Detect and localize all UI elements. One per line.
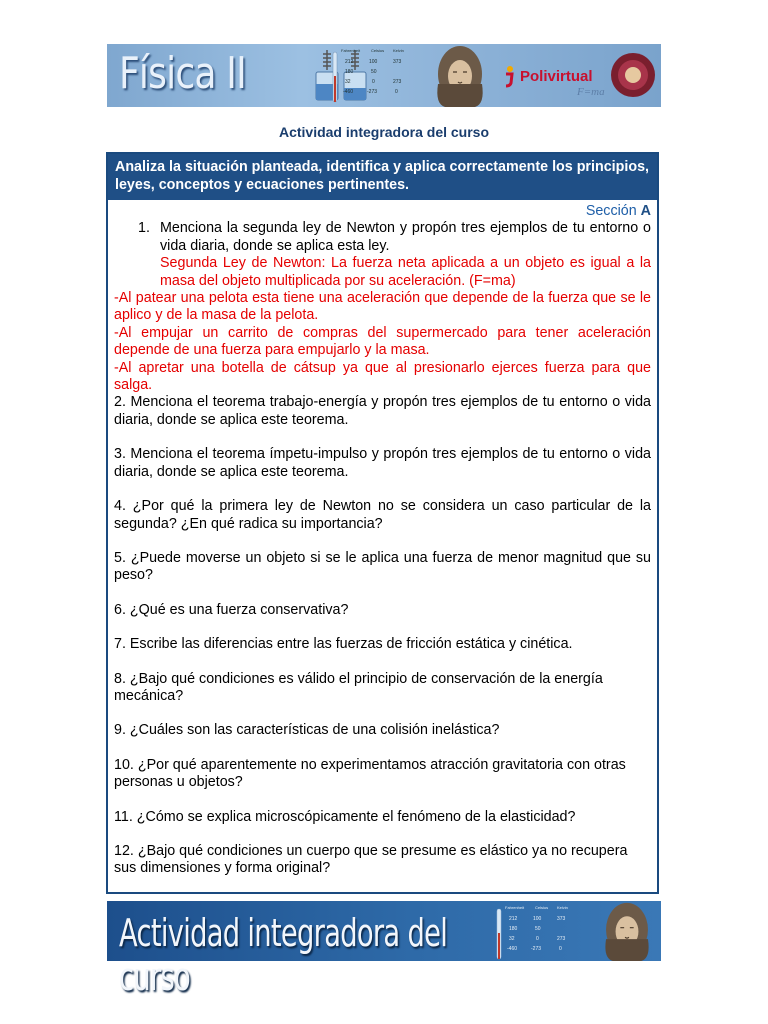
logo-text: Polivirtual	[520, 67, 593, 85]
question-item: 5. ¿Puede moverse un objeto si se le aplica una fuerza de menor magnitud que su peso?	[114, 549, 651, 584]
thermo-cell: 100	[369, 59, 378, 65]
question-item: 3. Menciona el teorema ímpetu-impulso y propón tres ejemplos de tu entorno o vida diaria, donde se aplica este teorema.	[114, 446, 651, 480]
thermo-cell: 180	[345, 69, 354, 75]
thermo-cell: -460	[507, 946, 518, 952]
newton-portrait-icon	[593, 901, 661, 961]
thermo-cell: 212	[345, 59, 354, 65]
section-letter: A	[640, 203, 651, 219]
thermo-cell: 100	[533, 916, 542, 922]
thermometer-scale	[331, 46, 421, 104]
thermo-cell: 273	[557, 936, 566, 942]
thermo-cell: 212	[509, 916, 518, 922]
question-1-number: 1.	[138, 220, 150, 237]
question-item: 6. ¿Qué es una fuerza conservativa?	[114, 601, 349, 618]
question-item: 9. ¿Cuáles son las características de una colisión inelástica?	[114, 722, 500, 739]
question-item: 7. Escribe las diferencias entre las fuerzas de fricción estática y cinética.	[114, 636, 573, 653]
thermo-header-c: Celsius	[371, 48, 385, 53]
thermo-cell: 373	[557, 916, 566, 922]
question-1-text: Menciona la segunda ley de Newton y propón tres ejemplos de tu entorno o vida diaria, donde se aplica esta ley.	[160, 220, 651, 254]
polivirtual-logo-icon	[500, 65, 518, 87]
thermo-cell: 32	[345, 79, 351, 85]
thermo-cell: 50	[371, 69, 377, 75]
banner-title: Física II	[119, 48, 246, 99]
question-item: 4. ¿Por qué la primera ley de Newton no se considera un caso particular de la segunda? ¿En qué radica su importancia?	[114, 498, 651, 532]
thermo-header-k: Kelvin	[557, 905, 568, 910]
question-item: 8. ¿Bajo qué condiciones es válido el principio de conservación de la energía mecánica?	[114, 670, 603, 704]
question-1	[114, 220, 651, 290]
question-item: 11. ¿Cómo se explica microscópicamente el fenómeno de la elasticidad?	[114, 808, 576, 825]
thermo-cell: 273	[393, 79, 402, 85]
thermo-cell: 0	[395, 89, 398, 95]
activity-content	[108, 203, 657, 878]
footer-banner-title: Actividad integradora del curso	[119, 911, 448, 999]
question-1-answer: Segunda Ley de Newton: La fuerza neta aplicada a un objeto es igual a la masa del objeto multiplicada por su aceleración. (F=ma)	[160, 255, 651, 289]
thermo-header-f: Fahrenheit	[341, 48, 361, 53]
thermo-cell: -273	[367, 89, 378, 95]
thermo-cell: -460	[343, 89, 354, 95]
question-item: 12. ¿Bajo qué condiciones un cuerpo que se presume es elástico ya no recupera sus dimensiones y forma original?	[114, 842, 628, 877]
example-item: -Al empujar un carrito de compras del supermercado para tener aceleración depende de una fuerza para empujarlo y la masa.	[114, 324, 651, 359]
example-item: -Al patear una pelota esta tiene una aceleración que depende de la fuerza que se le aplico y de la masa de la pelota.	[114, 290, 651, 324]
section-label-text: Sección	[585, 203, 637, 219]
question-item: 2. Menciona el teorema trabajo-energía y propón tres ejemplos de tu entorno o vida diaria, donde se aplica este teorema.	[114, 394, 651, 428]
thermo-cell: 373	[393, 59, 402, 65]
thermo-cell: 50	[535, 926, 541, 932]
thermo-cell: -273	[531, 946, 542, 952]
thermometer-scale	[495, 903, 585, 961]
example-item: -Al apretar una botella de cátsup ya que al presionarlo ejerces fuerza para que salga.	[114, 359, 651, 394]
instructions-bar: Analiza la situación planteada, identifica y aplica correctamente los principios, leyes, conceptos y ecuaciones pertinentes.	[108, 154, 657, 200]
thermo-header-c: Celsius	[535, 905, 549, 910]
footer-banner	[107, 901, 661, 999]
thermo-header-f: Fahrenheit	[505, 905, 525, 910]
section-label	[114, 203, 651, 220]
activity-frame	[106, 152, 659, 894]
thermo-header-k: Kelvin	[393, 48, 404, 53]
page-title: Actividad integradora del curso	[278, 124, 490, 140]
formula-watermark: F=ma	[577, 86, 605, 98]
newton-portrait-icon	[425, 44, 495, 107]
polivirtual-logo	[500, 65, 593, 87]
thermo-cell: 0	[536, 936, 539, 942]
thermo-cell: 180	[509, 926, 518, 932]
thermo-cell: 0	[559, 946, 562, 952]
thermo-cell: 0	[372, 79, 375, 85]
ipn-seal-icon	[609, 51, 657, 99]
question-item: 10. ¿Por qué aparentemente no experimentamos atracción gravitatoria con otras personas u objetos?	[114, 756, 626, 791]
header-banner	[107, 44, 661, 107]
thermo-cell: 32	[509, 936, 515, 942]
